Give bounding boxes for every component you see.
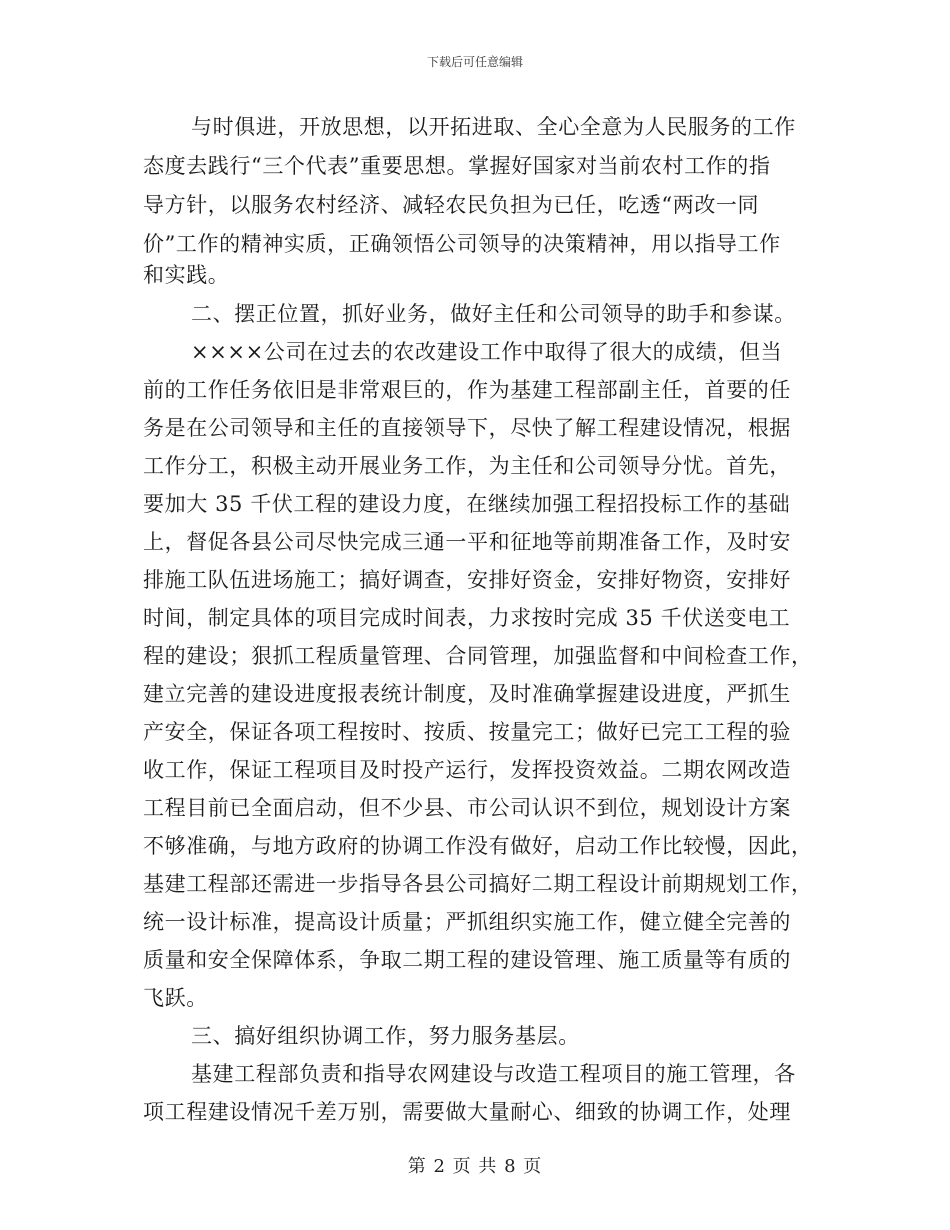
text-line: 排施工队伍进场施工；搞好调查，安排好资金，安排好物资，安排好: [143, 568, 791, 592]
text-line: 基建工程部还需进一步指导各县公司搞好二期工程设计前期规划工作，: [143, 872, 813, 896]
text-line: 质量和安全保障体系，争取二期工程的建设管理、施工质量等有质的: [143, 948, 791, 972]
text-line: 收工作，保证工程项目及时投产运行，发挥投资效益。二期农网改造: [143, 758, 791, 782]
text-line: 基建工程部负责和指导农网建设与改造工程项目的施工管理，各: [191, 1062, 796, 1086]
page-header: 下载后可任意编辑: [426, 55, 523, 69]
section-heading: 二、摆正位置，抓好业务，做好主任和公司领导的助手和参谋。: [191, 302, 796, 326]
section-heading: 三、搞好组织协调工作，努力服务基层。: [191, 1024, 580, 1048]
text-line: 上，督促各县公司尽快完成三通一平和征地等前期准备工作，及时安: [143, 530, 791, 554]
text-line: 要加大 35 千伏工程的建设力度，在继续加强工程招投标工作的基础: [143, 492, 791, 516]
text-line: 前的工作任务依旧是非常艰巨的，作为基建工程部副主任，首要的任: [143, 378, 791, 402]
text-line: 务是在公司领导和主任的直接领导下，尽快了解工程建设情况，根据: [143, 416, 791, 440]
text-line: ××××公司在过去的农改建设工作中取得了很大的成绩，但当: [191, 340, 783, 364]
text-line: 价”工作的精神实质，正确领悟公司领导的决策精神，用以指导工作: [143, 232, 781, 256]
page-number: 第 2 页 共 8 页: [407, 1156, 543, 1177]
text-line: 与时俱进，开放思想，以开拓进取、全心全意为人民服务的工作: [191, 115, 796, 139]
text-line: 导方针，以服务农村经济、减轻农民负担为已任，吃透“两改一同: [143, 193, 760, 217]
text-line: 产安全，保证各项工程按时、按质、按量完工；做好已完工工程的验: [143, 720, 791, 744]
text-line: 统一设计标准，提高设计质量；严抓组织实施工作，健立健全完善的: [143, 910, 791, 934]
text-line: 飞跃。: [143, 986, 208, 1010]
text-line: 态度去践行“三个代表”重要思想。掌握好国家对当前农村工作的指: [143, 154, 771, 178]
text-line: 时间，制定具体的项目完成时间表，力求按时完成 35 千伏送变电工: [143, 606, 791, 630]
text-line: 程的建设；狠抓工程质量管理、合同管理，加强监督和中间检查工作，: [143, 644, 813, 668]
text-line: 建立完善的建设进度报表统计制度，及时准确掌握建设进度，严抓生: [143, 682, 791, 706]
text-line: 项工程建设情况千差万别，需要做大量耐心、细致的协调工作，处理: [143, 1100, 791, 1124]
text-line: 工作分工，积极主动开展业务工作，为主任和公司领导分忧。首先，: [143, 454, 791, 478]
text-line: 工程目前已全面启动，但不少县、市公司认识不到位，规划设计方案: [143, 796, 791, 820]
text-line: 不够准确，与地方政府的协调工作没有做好，启动工作比较慢，因此，: [143, 834, 813, 858]
text-line: 和实践。: [143, 263, 230, 287]
